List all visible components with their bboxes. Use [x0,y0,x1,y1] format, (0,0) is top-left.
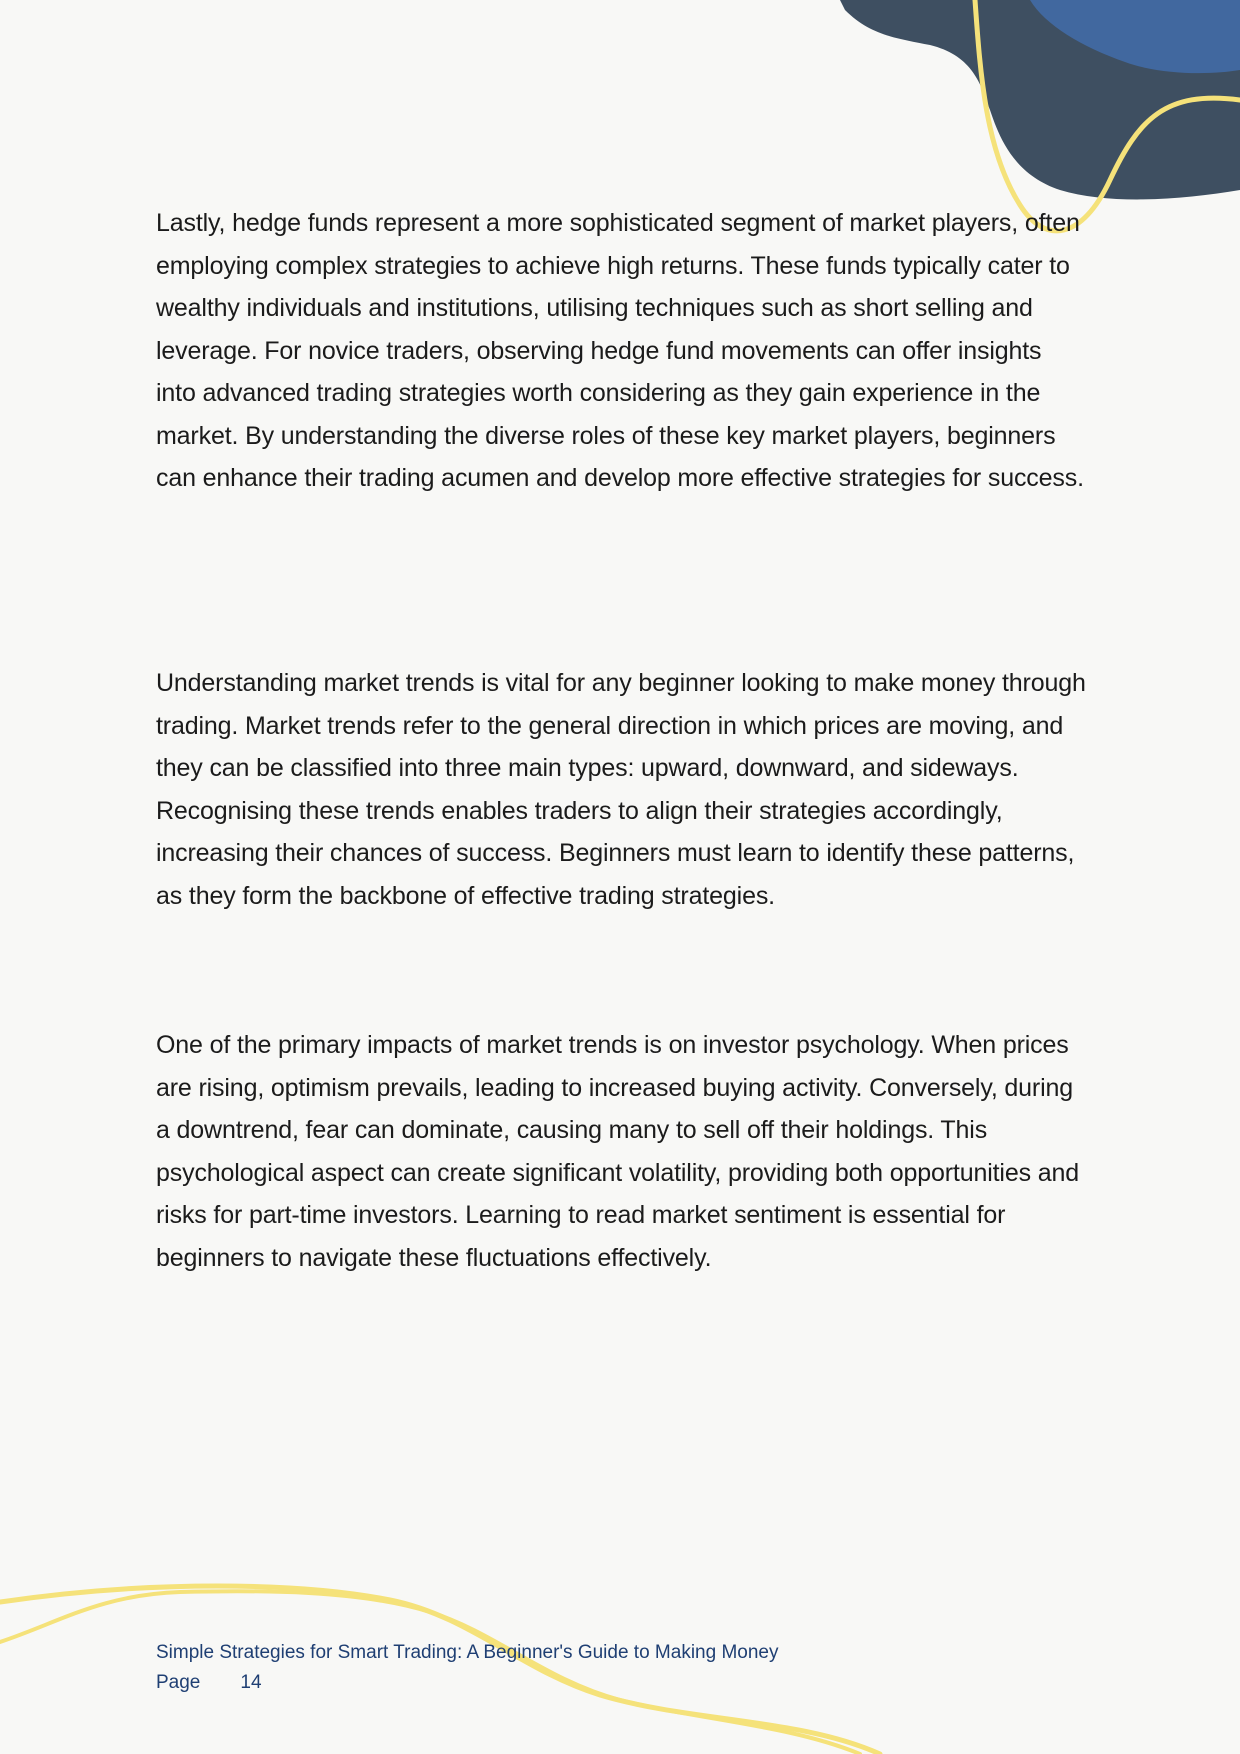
paragraph-hedge-funds: Lastly, hedge funds represent a more sophisticated segment of market players, often employing complex strategies to achieve high returns. These funds typically cater to wealthy individuals and institutions, utilising techniques such as short selling and leverage. For novice traders, observing hedge fund movements can offer insights into advanced trading strategies worth considering as they gain experience in the market. By understanding the diverse roles of these key market players, beginners can enhance their trading acumen and develop more effective strategies for success. [156,209,1084,492]
footer-page-label: Page [156,1672,201,1693]
footer-page-number: 14 [240,1672,262,1693]
page-footer [156,1638,956,1698]
paragraph-investor-psychology: One of the primary impacts of market trends is on investor psychology. When prices are rising, optimism prevails, leading to increased buying activity. Conversely, during a downtrend, fear can dominate, causing many to sell off their holdings. This psychological aspect can create significant volatility, providing both opportunities and risks for part-time investors. Learning to read market sentiment is essential for beginners to navigate these fluctuations effectively. [156,1031,1079,1272]
footer-book-title: Simple Strategies for Smart Trading: A Beginner's Guide to Making Money [156,1642,779,1663]
footer-page-indicator [156,1668,956,1698]
paragraph-market-trends: Understanding market trends is vital for any beginner looking to make money through trading. Market trends refer to the general direction in which prices are moving, and they can be classified into three main types: upward, downward, and sideways. Recognising these trends enables traders to align their strategies accordingly, increasing their chances of success. Beginners must learn to identify these patterns, as they form the backbone of effective trading strategies. [156,669,1086,910]
